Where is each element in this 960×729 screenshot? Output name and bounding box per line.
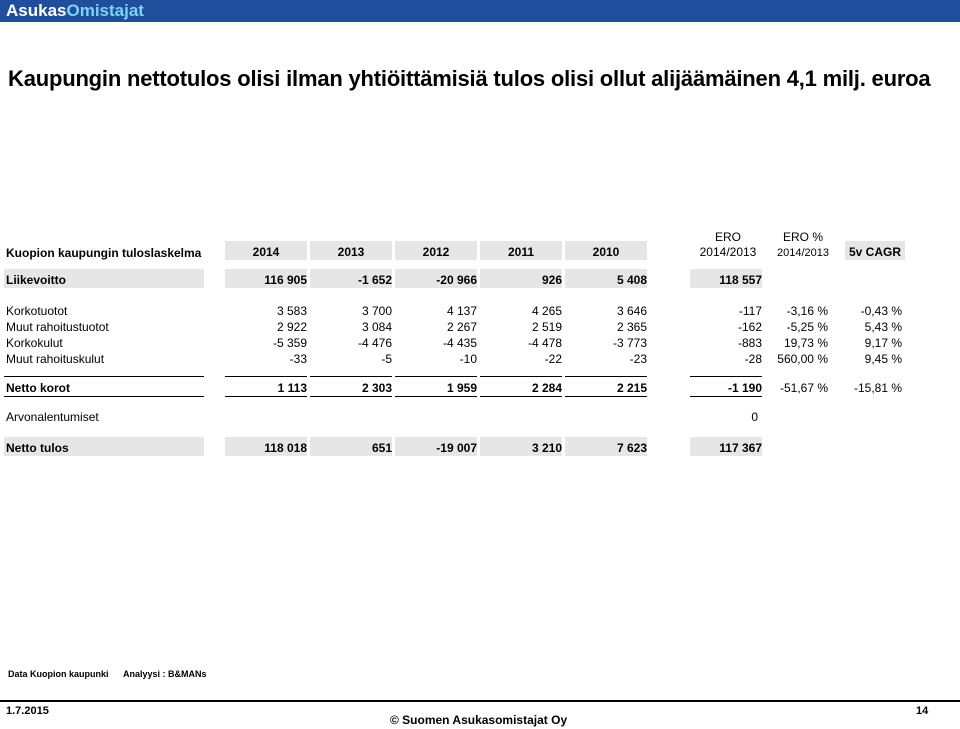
cell-value: 2 519: [531, 320, 562, 334]
page-title: Kaupungin nettotulos olisi ilman yhtiöittämisiä tulos olisi ollut alijäämäinen 4,1 milj. euroa: [8, 66, 931, 91]
footer-copyright: © Suomen Asukasomistajat Oy: [390, 713, 568, 727]
cell-value: -3 773: [612, 336, 647, 350]
cell-eropct: -3,16 %: [786, 304, 828, 318]
ero-pct-subheader: 2014/2013: [777, 247, 829, 259]
cell-value: 2 303: [361, 381, 392, 395]
separator-line: [565, 396, 647, 397]
separator-line: [690, 376, 762, 377]
cell-eropct: -51,67 %: [779, 381, 828, 395]
cell-cagr: 9,45 %: [864, 352, 902, 366]
cell-value: -33: [289, 352, 307, 366]
separator-line: [395, 396, 477, 397]
row-label-liikevoitto: Liikevoitto: [6, 273, 67, 287]
separator-line: [4, 376, 204, 377]
cell-value: 4 137: [446, 304, 477, 318]
cell-value: -20 966: [436, 273, 477, 287]
cell-value: 2 267: [446, 320, 477, 334]
separator-line: [225, 396, 307, 397]
row-label-korkotuotot: Korkotuotot: [6, 304, 68, 318]
cell-ero: -883: [737, 336, 762, 350]
cell-cagr: -15,81 %: [853, 381, 902, 395]
row-label-korkokulut: Korkokulut: [6, 336, 63, 350]
cell-ero: -162: [737, 320, 762, 334]
cell-ero: -1 190: [727, 381, 762, 395]
cell-value: -1 652: [357, 273, 392, 287]
separator-line: [480, 396, 562, 397]
cell-ero: 117 367: [719, 441, 762, 455]
cell-value: 651: [371, 441, 392, 455]
cell-value: 7 623: [616, 441, 647, 455]
separator-line: [565, 376, 647, 377]
cell-value: 3 210: [531, 441, 562, 455]
brand-logo: [6, 0, 144, 22]
ero-header: ERO: [714, 230, 741, 244]
row-label-netto-korot: Netto korot: [6, 381, 70, 395]
year-header: 2013: [337, 245, 365, 259]
row-label-netto-tulos: Netto tulos: [6, 441, 69, 455]
cell-ero: 118 557: [719, 273, 762, 287]
cell-value: 926: [541, 273, 562, 287]
cell-value: 118 018: [264, 441, 307, 455]
cell-value: 116 905: [264, 273, 307, 287]
cell-value: -22: [544, 352, 562, 366]
cell-value: 4 265: [531, 304, 562, 318]
cell-value: -23: [629, 352, 647, 366]
brand-part1: Asukas: [6, 1, 67, 20]
cell-ero: 0: [751, 410, 758, 424]
cell-eropct: 560,00 %: [777, 352, 828, 366]
cell-value: 2 365: [616, 320, 647, 334]
cell-value: -10: [459, 352, 477, 366]
cell-value: 2 922: [276, 320, 307, 334]
cell-value: -4 478: [527, 336, 562, 350]
separator-line: [4, 396, 204, 397]
cell-value: -4 435: [442, 336, 477, 350]
cell-ero: -28: [744, 352, 762, 366]
year-header: 2012: [422, 245, 450, 259]
cell-value: 3 084: [361, 320, 392, 334]
row-label-arvonalentumiset: Arvonalentumiset: [6, 410, 99, 424]
ero-pct-header: ERO %: [782, 230, 823, 244]
cell-eropct: 19,73 %: [783, 336, 828, 350]
cell-value: -19 007: [436, 441, 477, 455]
cell-ero: -117: [738, 304, 762, 318]
year-header: 2014: [252, 245, 280, 259]
cell-eropct: -5,25 %: [786, 320, 828, 334]
cell-value: 3 700: [361, 304, 392, 318]
cell-cagr: 5,43 %: [864, 320, 902, 334]
cell-value: -5: [381, 352, 392, 366]
row-label-muut-rahoituskulut: Muut rahoituskulut: [6, 352, 105, 366]
analysis-credit: Analyysi : B&MANs: [123, 669, 207, 679]
cagr-header: 5v CAGR: [848, 245, 901, 259]
cell-value: 1 959: [446, 381, 477, 395]
separator-line: [225, 376, 307, 377]
page-number: 14: [916, 705, 929, 717]
cell-value: 2 284: [531, 381, 562, 395]
cell-value: -5 359: [272, 336, 307, 350]
cell-value: 3 646: [616, 304, 647, 318]
year-header: 2011: [507, 245, 535, 259]
separator-line: [690, 396, 762, 397]
brand-part2: Omistajat: [66, 1, 144, 20]
separator-line: [310, 376, 392, 377]
table-header-label: Kuopion kaupungin tuloslaskelma: [6, 246, 202, 260]
footer-date: 1.7.2015: [6, 705, 49, 717]
top-banner: [0, 0, 960, 22]
cell-value: 5 408: [616, 273, 647, 287]
cell-cagr: 9,17 %: [864, 336, 902, 350]
footer-divider: [0, 700, 960, 702]
cell-value: 3 583: [276, 304, 307, 318]
cell-value: 2 215: [616, 381, 647, 395]
separator-line: [480, 376, 562, 377]
cell-cagr: -0,43 %: [860, 304, 902, 318]
data-source: Data Kuopion kaupunki: [8, 669, 109, 679]
separator-line: [310, 396, 392, 397]
cell-value: -4 476: [357, 336, 392, 350]
year-header: 2010: [592, 245, 620, 259]
separator-line: [395, 376, 477, 377]
row-label-muut-rahoitustuotot: Muut rahoitustuotot: [6, 320, 109, 334]
cell-value: 1 113: [277, 381, 307, 395]
ero-subheader: 2014/2013: [699, 245, 757, 259]
